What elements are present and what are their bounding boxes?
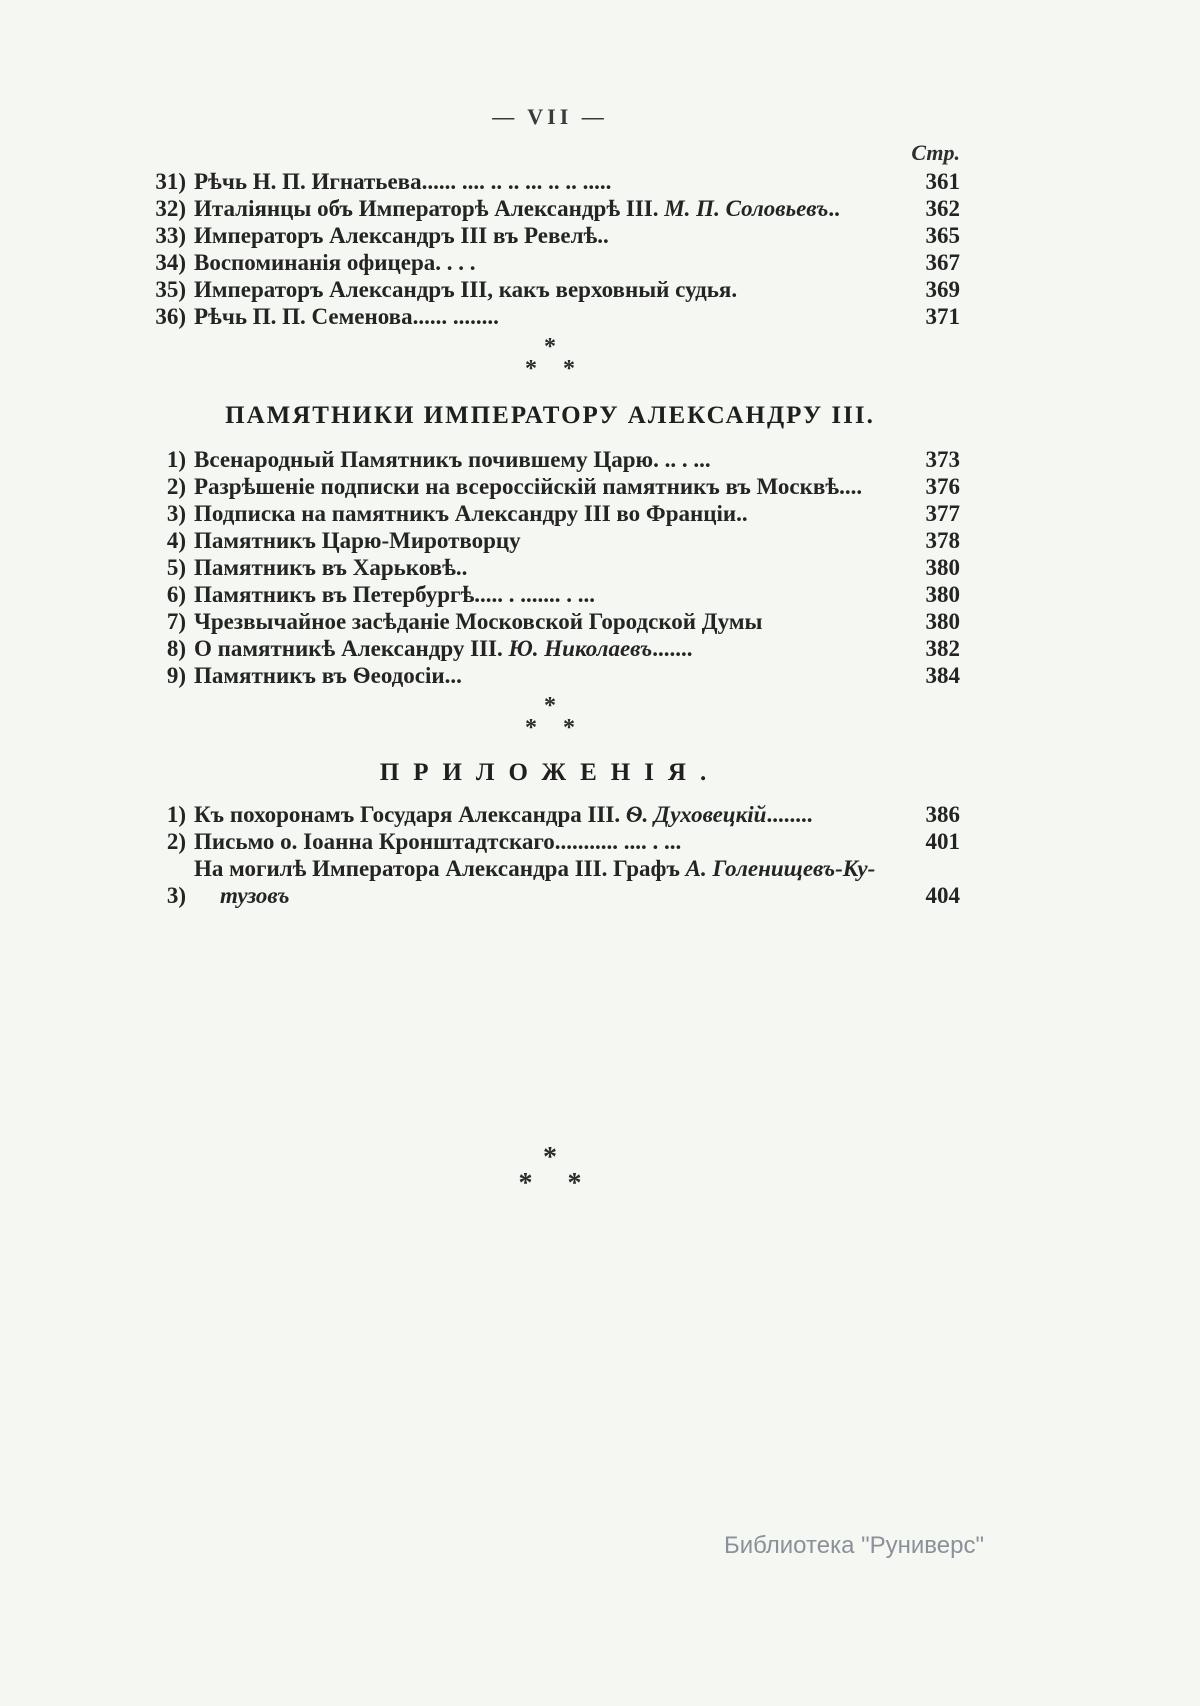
entry-page: 367 bbox=[925, 250, 960, 275]
toc-entry bbox=[140, 828, 960, 855]
entry-number: 4) bbox=[166, 528, 186, 553]
entry-title bbox=[194, 801, 894, 828]
toc-list-monuments bbox=[140, 446, 960, 689]
asterism-divider bbox=[140, 336, 960, 380]
toc-entry bbox=[140, 222, 960, 249]
entry-page: 378 bbox=[925, 528, 960, 553]
entry-text: Письмо о. Іоанна Кронштадтскаго........... .... . ... bbox=[194, 829, 682, 854]
entry-number: 3) bbox=[166, 883, 186, 908]
entry-text: Воспоминанія офицера. . . . bbox=[194, 250, 476, 275]
page-column-label: Стр. bbox=[911, 140, 960, 165]
toc-entry bbox=[140, 801, 960, 828]
asterism-top: * bbox=[544, 693, 556, 719]
entry-number: 1) bbox=[166, 802, 186, 827]
toc-entry bbox=[140, 500, 960, 527]
entry-number: 36) bbox=[155, 304, 186, 329]
entry-page: 371 bbox=[925, 304, 960, 329]
toc-entry bbox=[140, 276, 960, 303]
asterism-bottom: * * bbox=[525, 356, 575, 382]
entry-text: Подписка на памятникъ Александру III во Франціи.. bbox=[194, 501, 748, 526]
asterism-top: * bbox=[544, 334, 556, 360]
entry-page: 361 bbox=[925, 169, 960, 194]
toc-entry bbox=[140, 662, 960, 689]
toc-entry bbox=[140, 303, 960, 330]
entry-title bbox=[194, 828, 894, 855]
entry-number: 6) bbox=[166, 582, 186, 607]
section-heading-monuments: ПАМЯТНИКИ ИМПЕРАТОРУ АЛЕКСАНДРУ III. bbox=[225, 402, 875, 429]
entry-dots: ........ bbox=[766, 802, 813, 827]
entry-page: 380 bbox=[925, 555, 960, 580]
entry-number: 32) bbox=[155, 196, 186, 221]
entry-continuation: тузовъ bbox=[220, 883, 290, 908]
entry-title bbox=[194, 473, 894, 500]
entry-author: М. П. Соловьевъ bbox=[664, 196, 829, 221]
toc-entry bbox=[140, 855, 960, 909]
asterism-top: * bbox=[543, 1142, 557, 1173]
asterism-bottom: * * bbox=[518, 1168, 582, 1199]
entry-page: 369 bbox=[925, 277, 960, 302]
entry-page: 365 bbox=[925, 223, 960, 248]
section-heading-appendix: ПРИЛОЖЕНІЯ. bbox=[379, 759, 721, 786]
entry-title bbox=[194, 608, 894, 635]
toc-list-appendix bbox=[140, 801, 960, 909]
asterism-divider bbox=[140, 695, 960, 739]
entry-text: О памятникѣ Александру III. bbox=[194, 636, 509, 661]
entry-page: 401 bbox=[925, 829, 960, 854]
entry-number: 3) bbox=[166, 501, 186, 526]
toc-entry bbox=[140, 635, 960, 662]
entry-text: Императоръ Александръ III въ Ревелѣ.. bbox=[194, 223, 609, 248]
toc-list-speeches bbox=[140, 168, 960, 330]
entry-text: Чрезвычайное засѣданіе Московской Городской Думы bbox=[194, 609, 763, 634]
entry-title bbox=[194, 446, 894, 473]
toc-entry bbox=[140, 554, 960, 581]
entry-title bbox=[194, 195, 894, 222]
entry-text: Памятникъ въ Петербургѣ..... . ....... . ... bbox=[194, 582, 596, 607]
entry-page: 380 bbox=[925, 582, 960, 607]
entry-number: 1) bbox=[166, 447, 186, 472]
entry-page: 382 bbox=[925, 636, 960, 661]
entry-dots: ....... bbox=[652, 636, 693, 661]
entry-number: 31) bbox=[155, 169, 186, 194]
entry-title bbox=[194, 581, 894, 608]
entry-page: 404 bbox=[925, 883, 960, 908]
entry-title bbox=[194, 662, 894, 689]
entry-dots: .. bbox=[828, 196, 840, 221]
entry-title bbox=[194, 222, 894, 249]
entry-text: Рѣчь П. П. Семенова...... ........ bbox=[194, 304, 499, 329]
toc-entry bbox=[140, 608, 960, 635]
entry-text: Разрѣшеніе подписки на всероссійскій памятникъ въ Москвѣ.... bbox=[194, 474, 863, 499]
entry-number: 2) bbox=[166, 829, 186, 854]
toc-entry bbox=[140, 168, 960, 195]
entry-title bbox=[194, 855, 894, 909]
entry-number: 8) bbox=[166, 636, 186, 661]
entry-title bbox=[194, 168, 894, 195]
entry-number: 2) bbox=[166, 474, 186, 499]
entry-number: 7) bbox=[166, 609, 186, 634]
entry-title bbox=[194, 249, 894, 276]
toc-entry bbox=[140, 195, 960, 222]
entry-text: Къ похоронамъ Государя Александра III. bbox=[194, 802, 626, 827]
toc-entry bbox=[140, 473, 960, 500]
toc-entry bbox=[140, 527, 960, 554]
entry-number: 35) bbox=[155, 277, 186, 302]
entry-page: 386 bbox=[925, 802, 960, 827]
entry-title bbox=[194, 635, 894, 662]
entry-author: А. Голенищевъ-Ку- bbox=[685, 856, 876, 881]
entry-text: Памятникъ въ Харьковѣ.. bbox=[194, 555, 468, 580]
library-watermark: Библиотека "Руниверс" bbox=[723, 1532, 984, 1559]
entry-text: На могилѣ Императора Александра III. Графъ bbox=[194, 856, 686, 881]
toc-entry bbox=[140, 249, 960, 276]
toc-entry bbox=[140, 446, 960, 473]
entry-text: Италіянцы объ Императорѣ Александрѣ III. bbox=[194, 196, 665, 221]
asterism-divider-end bbox=[140, 1142, 960, 1199]
entry-text: Памятникъ въ Ѳеодосіи... bbox=[194, 663, 462, 688]
entry-page: 362 bbox=[925, 196, 960, 221]
entry-text: Рѣчь Н. П. Игнатьева...... .... .. .. ... .. .. ..... bbox=[194, 169, 612, 194]
page-number-roman: — VII — bbox=[492, 104, 608, 129]
entry-text: Всенародный Памятникъ почившему Царю. .. . ... bbox=[194, 447, 711, 472]
entry-page: 377 bbox=[925, 501, 960, 526]
entry-text: Императоръ Александръ III, какъ верховный судья. bbox=[194, 277, 738, 302]
entry-author: Ѳ. Духовецкій bbox=[625, 802, 767, 827]
entry-number: 34) bbox=[155, 250, 186, 275]
entry-title bbox=[194, 303, 894, 330]
entry-title bbox=[194, 276, 894, 303]
toc-entry bbox=[140, 581, 960, 608]
entry-title bbox=[194, 554, 894, 581]
entry-page: 376 bbox=[925, 474, 960, 499]
asterism-bottom: * * bbox=[525, 715, 575, 741]
entry-number: 9) bbox=[166, 663, 186, 688]
entry-page: 380 bbox=[925, 609, 960, 634]
entry-number: 5) bbox=[166, 555, 186, 580]
entry-author: Ю. Николаевъ bbox=[508, 636, 653, 661]
entry-number: 33) bbox=[155, 223, 186, 248]
entry-page: 373 bbox=[925, 447, 960, 472]
entry-title bbox=[194, 500, 894, 527]
entry-text: Памятникъ Царю-Миротворцу bbox=[194, 528, 521, 553]
entry-title bbox=[194, 527, 894, 554]
entry-page: 384 bbox=[925, 663, 960, 688]
